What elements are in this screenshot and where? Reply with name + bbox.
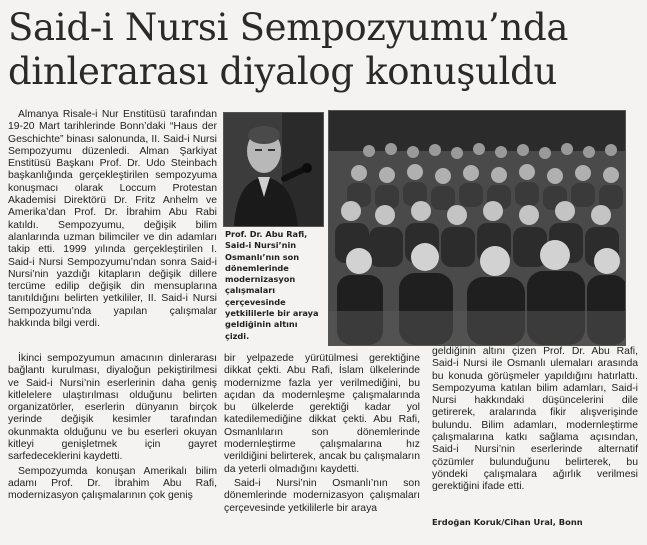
photo-caption: Prof. Dr. Abu Rafi, Said-i Nursi’nin Osmanlı’nın son dönemlerinde modernizasyon çalışmaları çerçevesinde yetkililerle bir araya geldiğinin altını çizdi. [225, 229, 319, 341]
headline: Said-i Nursi Sempozyumu’nda dinlerarası diyalog konuşuldu [8, 6, 569, 93]
article-column-2 [224, 353, 420, 515]
paragraph: Said-i Nursi’nin Osmanlı’nın son dönemlerinde modernizasyon çalışmaları çerçevesinde yetkililerle bir araya [224, 477, 420, 514]
paragraph: İkinci sempozyumun amacının dinlerarası bağlantı kurulması, diyaloğun pekiştirilmesi ve Said-i Nursi’nin eserlerinin daha geniş kitlelelere ulaştırılması olduğunu belirten organizatörler, eserlerin dünyanın birçok yerinde değişik kesimler tarafından okunmakta olduğunu ve bu eserleri okuyan kitleyi genişletmek için gayret sarfedeceklerini kaydetti. [8, 353, 217, 463]
paragraph: geldiğinin altını çizen Prof. Dr. Abu Rafi, Said-i Nursi ile Osmanlı ulemaları arasında bu konuda görüşmeler yapıldığını hatırlattı. Sempozyuma katılan bilim adamları, Said-i Nursi hakkındaki düşüncelerini dile getirerek, aralarında fikir alışverişinde bulundu. Bilim adamları, modernleştirme çalışmalarına katkı sağlama açısından, Said-i Nursi’nin eserlerinde alternatif çözümler bulunduğunu belirterek, bu yöndeki çalışmalara ağırlık verilmesi gerektiğini ifade etti. [432, 346, 638, 493]
paragraph: bir yelpazede yürütülmesi gerektiğine dikkat çekti. Abu Rafi, İslam ülkelerinde modernizme fazla yer verilmediğini, bu açıdan da modernleşme çalışmalarında bu ülkelerde gerektiği kadar yol katedilemediğine dikkat çekti. Abu Rafi, Osmanlıların son dönemlerinde modernleştirme çalışmalarına hız verildiğini belirterek, ancak bu çalışmaların da yeterli olmadığını kaydetti. [224, 353, 420, 475]
article-column-3 [432, 346, 638, 494]
audience-photo [328, 110, 626, 346]
paragraph: Almanya Risale-i Nur Enstitüsü tarafından 19-20 Mart tarihlerinde Bonn’daki “Haus der Geschichte” binası salonunda, II. Said-i Nursi Sempozyumu düzenledi. Alman Şarkiyat Enstitüsü Başkanı Prof. Dr. Udo Steinbach başkanlığında gerçekleştirilen sempozyuma konuşmacı olarak Loccum Protestan Akademisi Direktörü Dr. Fritz Anhelm ve Amerika’dan Prof. Dr. İbrahim Abu Rabi katıldı. Sempozyumu, değişik bilim alanlarında uzman bilimciler ve din adamları takip etti. 1999 yılında gerçekleştirilen I. Said-i Nursi Sempozyumu’ndan sonra Said-i Nursi’nin yazdığı kitapların değişik dillere tercüme edilip değişik din mensuplarına tanıtıldığını belirten yetkililer, II. Said-i Nursi Sempozyumu’nda yapılan çalışmalar hakkında bilgi verdi. [8, 109, 217, 330]
paragraph: Sempozyumda konuşan Amerikalı bilim adamı Prof. Dr. İbrahim Abu Rafi, modernizasyon çalışmalarının çok geniş [8, 465, 217, 502]
article-column-1-top [8, 109, 217, 330]
speaker-photo [223, 112, 324, 227]
article-column-1-bottom [8, 353, 217, 503]
byline: Erdoğan Koruk/Cihan Ural, Bonn [432, 517, 583, 527]
